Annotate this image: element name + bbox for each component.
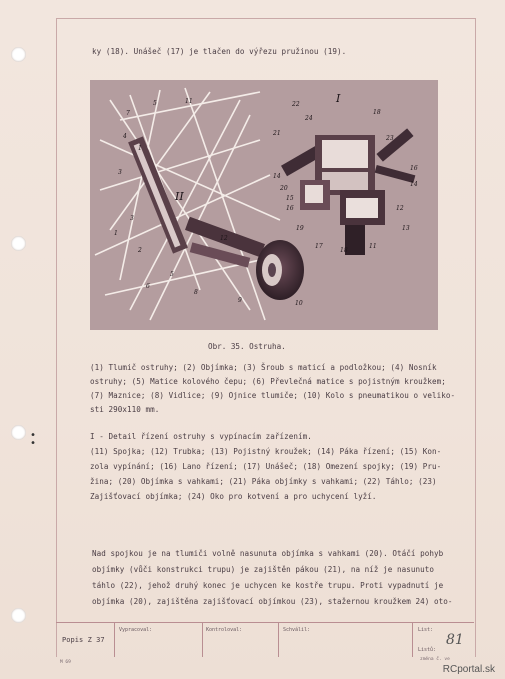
watermark: RCportal.sk — [442, 664, 495, 675]
legend-line: (7) Maznice; (8) Vidlice; (9) Ojnice tlumiče; (10) Kolo s pneumatikou o veliko- — [90, 391, 456, 400]
svg-text:9: 9 — [238, 297, 242, 304]
body-line: objímka (20), zajištěna zajišťovací objímkou (23), stažernou kroužkem 24) oto- — [92, 597, 453, 606]
page-number: 81 — [446, 632, 464, 648]
svg-text:11: 11 — [369, 243, 377, 250]
panel-label-right: I — [336, 92, 341, 105]
svg-text:14: 14 — [410, 181, 418, 188]
svg-text:23: 23 — [386, 135, 394, 142]
doc-id: Popis Z 37 — [62, 636, 105, 644]
svg-text:1: 1 — [114, 230, 118, 237]
svg-text:11: 11 — [185, 98, 193, 105]
svg-text:7: 7 — [126, 110, 130, 117]
panel-label-left: II — [175, 190, 184, 203]
svg-text:15: 15 — [286, 195, 294, 202]
svg-text:10: 10 — [295, 300, 303, 307]
body-line: objímky (vůči konstrukci trupu) je zajištěn pákou (21), na níž je nasunuto — [92, 565, 435, 574]
svg-text:21: 21 — [273, 130, 281, 137]
svg-text:19: 19 — [296, 225, 304, 232]
figure-photo — [90, 80, 438, 330]
svg-text:6: 6 — [146, 283, 150, 290]
punch-hole — [11, 425, 26, 440]
detail-line: (11) Spojka; (12) Trubka; (13) Pojistný kroužek; (14) Páka řízení; (15) Kon- — [90, 447, 442, 456]
revision-note: změna č. ve — [420, 657, 450, 662]
svg-text:14: 14 — [273, 173, 281, 180]
svg-text:4: 4 — [123, 133, 127, 140]
svg-text:3: 3 — [130, 215, 134, 222]
svg-text:2: 2 — [138, 247, 142, 254]
tailwheel-illustration — [90, 80, 438, 330]
title-block — [56, 622, 474, 657]
svg-text:18: 18 — [340, 247, 348, 254]
svg-text:5: 5 — [153, 100, 157, 107]
top-line: ky (18). Unášeč (17) je tlačen do výřezu pružinou (19). — [92, 47, 347, 56]
figure-caption: Obr. 35. Ostruha. — [208, 342, 286, 351]
cell-divider — [114, 623, 115, 657]
body-line: Nad spojkou je na tlumiči volně nasunuta objímka s vahkami (20). Otáčí pohyb — [92, 549, 444, 558]
svg-text:13: 13 — [402, 225, 410, 232]
detail-line: žina; (20) Objímka s vahkami; (21) Páka objímky s vahkami; (22) Táhlo; (23) — [90, 477, 437, 486]
body-line: táhlo (22), jehož druhý konec je uchycen ke kostře trupu. Proti vypadnutí je — [92, 581, 444, 590]
punch-hole — [11, 236, 26, 251]
label-kontroloval: Kontroloval: — [206, 627, 243, 633]
punch-hole — [11, 47, 26, 62]
detail-heading: I - Detail řízení ostruhy s vypínacím zařízením. — [90, 432, 312, 441]
cell-divider — [278, 623, 279, 657]
svg-text:17: 17 — [315, 243, 323, 250]
label-listu: Listů: — [418, 647, 437, 653]
legend-line: sti 290x110 mm. — [90, 405, 160, 414]
label-list: List: — [418, 627, 434, 633]
svg-text:12: 12 — [396, 205, 404, 212]
svg-text:20: 20 — [280, 185, 288, 192]
label-schvalil: Schválil: — [283, 627, 311, 633]
svg-text:12: 12 — [220, 235, 228, 242]
detail-line: Zajišťovací objímka; (24) Oko pro kotvení a pro uchycení lyží. — [90, 492, 377, 501]
svg-text:1: 1 — [138, 145, 142, 152]
svg-text:8: 8 — [194, 289, 198, 296]
svg-text:3: 3 — [118, 169, 122, 176]
cell-divider — [202, 623, 203, 657]
svg-text:5: 5 — [170, 271, 174, 278]
detail-line: zola vypínání; (16) Lano řízení; (17) Unášeč; (18) Omezení spojky; (19) Pru- — [90, 462, 442, 471]
punch-hole — [11, 608, 26, 623]
label-vypracoval: Vypracoval: — [119, 627, 153, 633]
svg-text:16: 16 — [410, 165, 418, 172]
margin-dots: • • — [30, 430, 37, 449]
svg-text:16: 16 — [286, 205, 294, 212]
legend-line: (1) Tlumič ostruhy; (2) Objímka; (3) Šroub s maticí a podložkou; (4) Nosník — [90, 363, 437, 372]
svg-text:18: 18 — [373, 109, 381, 116]
svg-text:22: 22 — [292, 101, 300, 108]
svg-text:24: 24 — [305, 115, 313, 122]
cell-divider — [412, 623, 413, 657]
form-code: M 69 — [60, 660, 71, 665]
legend-line: ostruhy; (5) Matice kolového čepu; (6) Převlečná matice s pojistným kroužkem; — [90, 377, 446, 386]
